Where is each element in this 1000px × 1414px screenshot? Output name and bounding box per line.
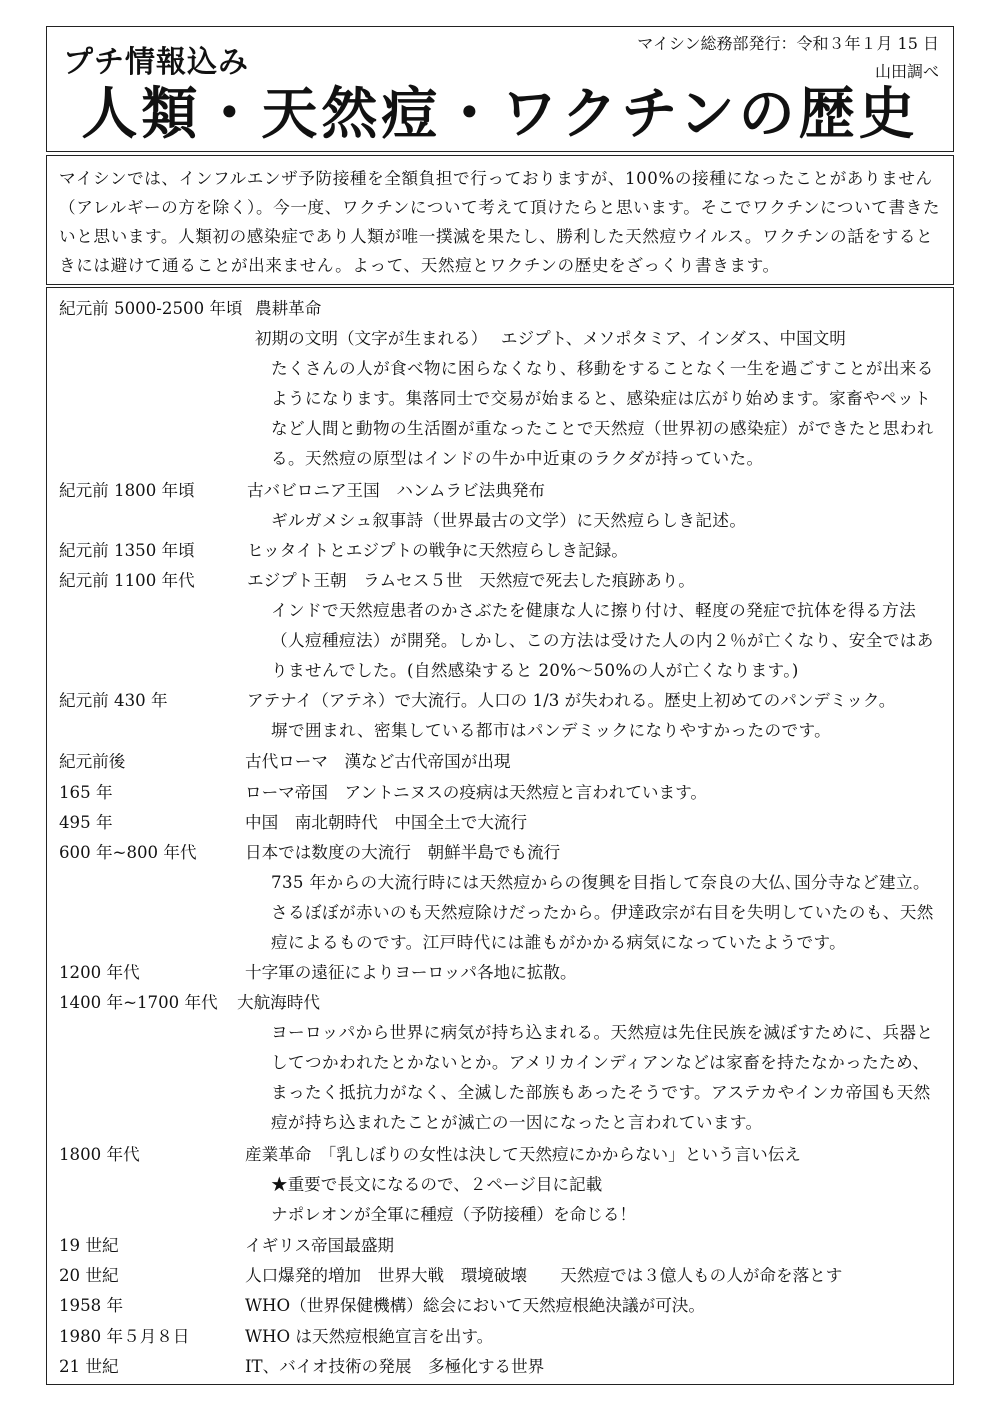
timeline-row	[59, 747, 943, 777]
timeline-row	[59, 1170, 943, 1200]
timeline-row	[59, 1322, 943, 1352]
timeline-date: 紀元前 5000-2500 年頃	[59, 299, 243, 318]
timeline-row	[59, 536, 943, 566]
timeline-row	[59, 324, 943, 354]
timeline-row	[59, 778, 943, 808]
timeline-date: 紀元前 1350 年頃	[59, 541, 195, 560]
timeline-date: 19 世紀	[59, 1236, 119, 1255]
timeline-event: エジプト王朝 ラムセス５世 天然痘で死去した痕跡あり。	[247, 571, 695, 590]
timeline-event: イギリス帝国最盛期	[245, 1236, 395, 1255]
timeline-row	[59, 476, 943, 506]
timeline-event: 大航海時代	[237, 993, 320, 1012]
author-line: 山田調べ	[874, 62, 939, 81]
timeline-row	[59, 1352, 943, 1382]
timeline-detail: 塀で囲まれ、密集している都市はパンデミックになりやすかったのです。	[271, 721, 832, 740]
page-title: 人類・天然痘・ワクチンの歴史	[81, 82, 919, 147]
intro-box	[46, 155, 954, 285]
timeline-row	[59, 686, 943, 716]
timeline-row	[59, 294, 943, 324]
timeline-row	[59, 1140, 943, 1170]
timeline-event: WHO は天然痘根絶宣言を出す。	[245, 1327, 494, 1346]
timeline-date: 495 年	[59, 813, 113, 832]
timeline-event: 人口爆発的増加 世界大戦 環境破壊 天然痘では３億人もの人が命を落とす	[245, 1266, 843, 1285]
timeline-date: 600 年~800 年代	[59, 843, 197, 862]
timeline-date: 20 世紀	[59, 1266, 119, 1285]
timeline-event: 古バビロニア王国 ハンムラビ法典発布	[247, 481, 546, 500]
timeline-date: 21 世紀	[59, 1357, 119, 1376]
timeline-row	[59, 1261, 943, 1291]
timeline-event: 中国 南北朝時代 中国全土で大流行	[245, 813, 528, 832]
timeline-detail: インドで天然痘患者のかさぶたを健康な人に擦り付け、軽度の発症で抗体を得る方法（人痘種痘法）が開発。しかし、この方法は受けた人の内２％が亡くなり、安全ではありませんでした。(自然感染すると 20%〜50%の人が亡くなります。)	[271, 601, 934, 680]
timeline-event: 農耕革命	[255, 299, 322, 318]
subtitle: プチ情報込み	[63, 45, 249, 80]
timeline-sub-event: 初期の文明（文字が生まれる） エジプト、メソポタミア、インダス、中国文明	[255, 329, 846, 348]
timeline-event: WHO（世界保健機構）総会において天然痘根絶決議が可決。	[245, 1296, 705, 1315]
timeline-detail: ヨーロッパから世界に病気が持ち込まれる。天然痘は先住民族を滅ぼすために、兵器としてつかわれたとかないとか。アメリカインディアンなどは家畜を持たなかったため、まったく抵抗力がなく、全滅した部族もあったそうです。アステカやインカ帝国も天然痘が持ち込まれたことが滅亡の一因になったと言われています。	[271, 1023, 934, 1132]
timeline-event: ヒッタイトとエジプトの戦争に天然痘らしき記録。	[247, 541, 628, 560]
timeline-detail: ギルガメシュ叙事詩（世界最古の文学）に天然痘らしき記述。	[271, 511, 747, 530]
timeline-date: 1958 年	[59, 1296, 124, 1315]
header-box	[46, 26, 954, 152]
timeline-date: 紀元前 430 年	[59, 691, 168, 710]
timeline-event: 十字軍の遠征によりヨーロッパ各地に拡散。	[245, 963, 577, 982]
timeline-event: 日本では数度の大流行 朝鮮半島でも流行	[245, 843, 561, 862]
timeline-date: 1980 年５月８日	[59, 1327, 190, 1346]
publisher-line: マイシン総務部発行：令和３年１月 15 日	[637, 34, 939, 53]
timeline-date: 紀元前 1800 年頃	[59, 481, 195, 500]
timeline-row	[59, 988, 943, 1018]
timeline-row	[59, 566, 943, 596]
timeline-date: 1400 年~1700 年代	[59, 993, 218, 1012]
timeline-event: 古代ローマ 漢など古代帝国が出現	[245, 752, 511, 771]
timeline-date: 紀元前 1100 年代	[59, 571, 195, 590]
timeline-event: ローマ帝国 アントニヌスの疫病は天然痘と言われています。	[245, 783, 707, 802]
timeline-detail: たくさんの人が食べ物に困らなくなり、移動をすることなく一生を過ごすことが出来るようになります。集落同士で交易が始まると、感染症は広がり始めます。家畜やペットなど人間と動物の生活圏が重なったことで天然痘（世界初の感染症）ができたと思われる。天然痘の原型はインドの牛か中近東のラクダが持っていた。	[271, 359, 934, 468]
timeline-event: 産業革命 「乳しぼりの女性は決して天然痘にかからない」という言い伝え	[245, 1145, 801, 1164]
timeline-date: 165 年	[59, 783, 113, 802]
timeline-event: IT、バイオ技術の発展 多極化する世界	[245, 1357, 545, 1376]
timeline-sub-event: ★重要で長文になるので、２ページ目に記載	[271, 1175, 603, 1194]
timeline-date: 紀元前後	[59, 752, 126, 771]
timeline-row	[59, 1231, 943, 1261]
timeline-sub-event: ナポレオンが全軍に種痘（予防接種）を命じる！	[271, 1205, 637, 1224]
timeline-row	[59, 808, 943, 838]
timeline-row	[59, 1291, 943, 1321]
timeline-row	[59, 1200, 943, 1230]
timeline-date: 1800 年代	[59, 1145, 140, 1164]
timeline-date: 1200 年代	[59, 963, 140, 982]
timeline-detail: 735 年からの大流行時には天然痘からの復興を目指して奈良の大仏､国分寺など建立。さるぼぼが赤いのも天然痘除けだったから。伊達政宗が右目を失明していたのも、天然痘によるものです。江戸時代には誰もがかかる病気になっていたようです。	[271, 873, 934, 952]
timeline-event: アテナイ（アテネ）で大流行。人口の 1/3 が失われる。歴史上初めてのパンデミック。	[247, 691, 896, 710]
timeline-row	[59, 958, 943, 988]
timeline-box	[46, 287, 954, 1385]
timeline-row	[59, 838, 943, 868]
intro-paragraph: マイシンでは、インフルエンザ予防接種を全額負担で行っておりますが、100%の接種になったことがありません（アレルギーの方を除く）。今一度、ワクチンについて考えて頂けたらと思います。そこでワクチンについて書きたいと思います。人類初の感染症であり人類が唯一撲滅を果たし、勝利した天然痘ウイルス。ワクチンの話をするときには避けて通ることが出来ません。よって、天然痘とワクチンの歴史をざっくり書きます。	[59, 169, 941, 275]
